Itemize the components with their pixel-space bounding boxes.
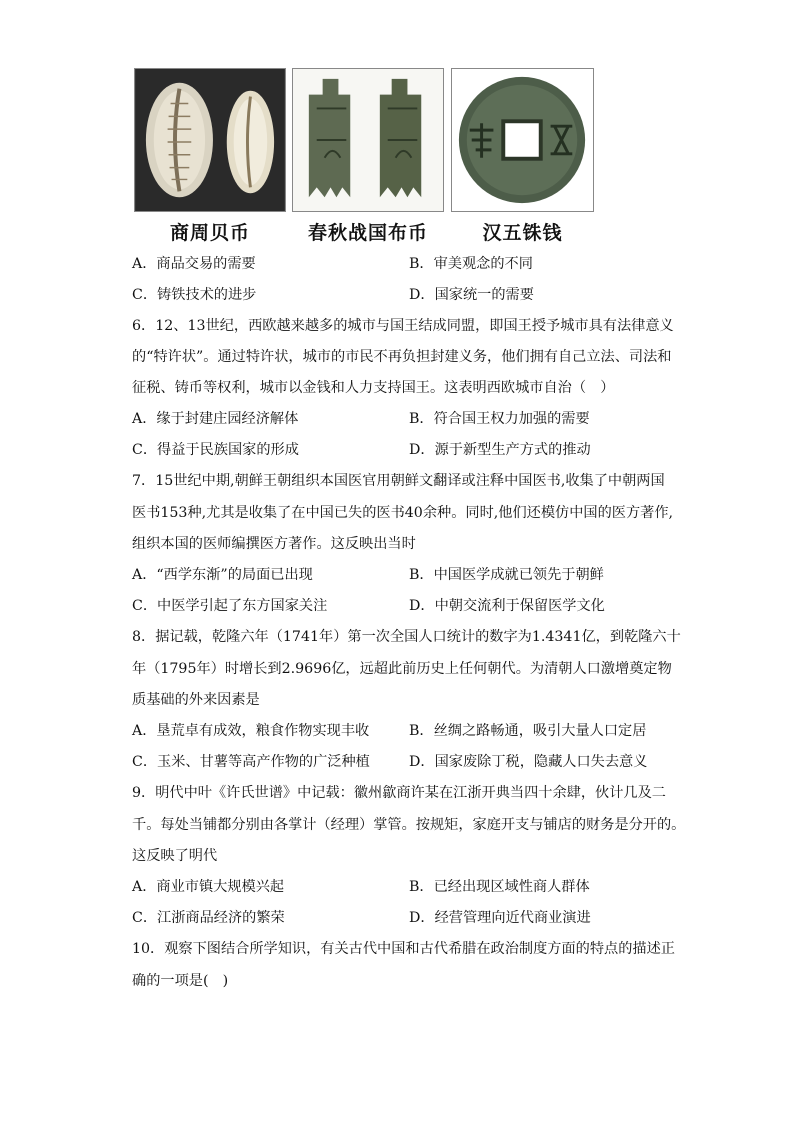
caption-wuzhu-coin: 汉五铢钱 [482, 222, 563, 244]
q6-option-c: C．得益于民族国家的形成 [132, 442, 299, 458]
q7-option-a: A．“西学东渐”的局面已出现 [132, 567, 313, 583]
q9-option-a: A．商业市镇大规模兴起 [132, 879, 285, 895]
q8-option-a: A．垦荒卓有成效，粮食作物实现丰收 [132, 723, 370, 739]
caption-spade-coin: 春秋战国布币 [307, 222, 428, 244]
q10-stem-line-1: 10．观察下图结合所学知识，有关古代中国和古代希腊在政治制度方面的特点的描述正 [132, 941, 675, 957]
q6-option-a: A．缘于封建庄园经济解体 [132, 411, 299, 427]
cowrie-shells-image [134, 68, 286, 212]
q9-option-c: C．江浙商品经济的繁荣 [132, 910, 285, 926]
wuzhu-coin-image [451, 68, 594, 212]
q6-option-d: D．源于新型生产方式的推动 [409, 442, 591, 458]
q8-option-b: B．丝绸之路畅通，吸引大量人口定居 [409, 723, 647, 739]
q6-stem-line-3: 征税、铸币等权利，城市以金钱和人力支持国王。这表明西欧城市自治（ ） [132, 380, 615, 396]
spade-coins-icon [293, 69, 443, 211]
q6-stem-line-2: 的“特许状”。通过特许状，城市的市民不再负担封建义务，他们拥有自己立法、司法和 [132, 349, 672, 365]
wuzhu-coin-icon [452, 69, 593, 211]
q7-option-c: C．中医学引起了东方国家关注 [132, 598, 328, 614]
q5-option-a: A．商品交易的需要 [132, 256, 256, 272]
q10-stem-line-2: 确的一项是( ) [132, 973, 229, 989]
q7-stem-line-1: 7．15世纪中期,朝鲜王朝组织本国医官用朝鲜文翻译或注释中国医书,收集了中朝两国 [132, 473, 665, 489]
q7-option-d: D．中朝交流利于保留医学文化 [409, 598, 605, 614]
q7-stem-line-3: 组织本国的医师编撰医方著作。这反映出当时 [132, 536, 416, 552]
q9-stem-line-1: 9．明代中叶《许氏世谱》中记载：徽州歙商许某在江浙开典当四十余肆，伙计几及二 [132, 785, 666, 801]
q8-option-c: C．玉米、甘薯等高产作物的广泛种植 [132, 754, 370, 770]
q7-stem-line-2: 医书153种,尤其是收集了在中国已失的医书40余种。同时,他们还模仿中国的医方著作, [132, 505, 674, 521]
q6-option-b: B．符合国王权力加强的需要 [409, 411, 590, 427]
q5-option-b: B．审美观念的不同 [409, 256, 533, 272]
cowrie-shells-icon [135, 69, 285, 211]
q7-option-b: B．中国医学成就已领先于朝鲜 [409, 567, 604, 583]
currency-figure [134, 68, 594, 248]
q9-stem-line-3: 这反映了明代 [132, 848, 218, 864]
q5-option-c: C．铸铁技术的进步 [132, 287, 257, 303]
q8-stem-line-3: 质基础的外来因素是 [132, 692, 260, 708]
q8-stem-line-1: 8．据记载，乾隆六年（1741年）第一次全国人口统计的数字为1.4341亿，到乾隆六十 [132, 629, 681, 645]
q8-option-d: D．国家废除丁税，隐藏人口失去意义 [409, 754, 648, 770]
q9-option-d: D．经营管理向近代商业演进 [409, 910, 591, 926]
q6-stem-line-1: 6．12、13世纪，西欧越来越多的城市与国王结成同盟，即国王授予城市具有法律意义 [132, 318, 674, 334]
q8-stem-line-2: 年（1795年）时增长到2.9696亿，远超此前历史上任何朝代。为清朝人口激增奠定物 [132, 661, 672, 677]
q9-option-b: B．已经出现区域性商人群体 [409, 879, 590, 895]
q5-option-d: D．国家统一的需要 [409, 287, 534, 303]
spade-coins-image [292, 68, 444, 212]
caption-cowrie: 商周贝币 [169, 222, 250, 244]
q9-stem-line-2: 千。每处当铺都分别由各掌计（经理）掌管。按规矩，家庭开支与铺店的财务是分开的。 [132, 817, 686, 833]
